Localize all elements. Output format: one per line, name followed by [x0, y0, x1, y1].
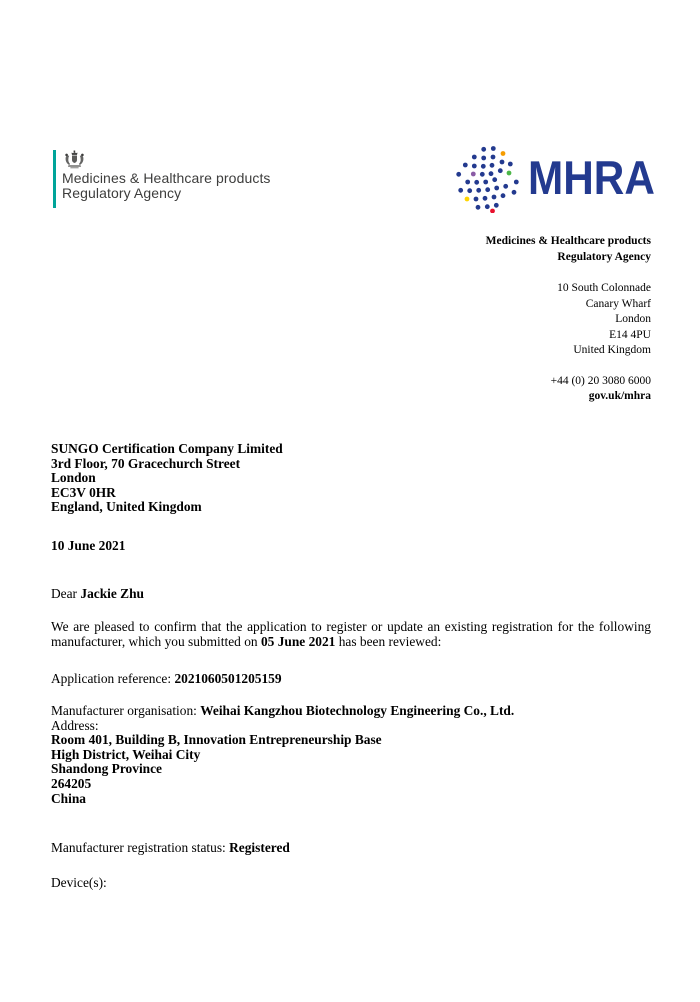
sender-address-line: Canary Wharf: [585, 297, 651, 310]
sender-address-line: London: [615, 313, 651, 325]
sender-org-line2: Regulatory Agency: [557, 250, 651, 263]
manufacturer-address-line: High District, Weihai City: [51, 746, 201, 762]
manufacturer-label: Manufacturer organisation:: [51, 703, 201, 718]
manufacturer-name: Weihai Kangzhou Biotechnology Engineering Co., Ltd.: [200, 703, 515, 718]
gov-logo-line2: Regulatory Agency: [62, 184, 182, 201]
recipient-address-block: [51, 442, 651, 515]
body-paragraph: [51, 619, 651, 649]
royal-crest-icon: [63, 150, 86, 169]
manufacturer-address-line: Room 401, Building B, Innovation Entrepreneurship Base: [51, 732, 382, 748]
manufacturer-block: [51, 704, 651, 806]
mhra-logo: [452, 143, 669, 213]
registration-status-label: Manufacturer registration status:: [51, 840, 230, 855]
sender-org-line1: Medicines & Healthcare products: [485, 235, 651, 247]
application-reference-label: Application reference:: [51, 671, 175, 686]
sender-address-line: E14 4PU: [609, 328, 651, 341]
application-reference-value: 2021060501205159: [174, 671, 282, 686]
recipient-line: England, United Kingdom: [51, 499, 202, 515]
teal-bar: [53, 150, 56, 208]
salutation-prefix: Dear: [51, 586, 81, 601]
address-label: Address:: [51, 717, 99, 733]
salutation-name: Jackie Zhu: [80, 586, 144, 601]
application-reference-line: [51, 672, 651, 687]
recipient-line: 3rd Floor, 70 Gracechurch Street: [51, 455, 241, 471]
devices-label: Device(s):: [51, 875, 107, 890]
registration-status-line: [51, 841, 651, 856]
letter-date: 10 June 2021: [51, 538, 126, 553]
gov-logo-line1: Medicines & Healthcare products: [62, 170, 271, 186]
sender-phone: +44 (0) 20 3080 6000: [550, 374, 651, 387]
manufacturer-address-line: Shandong Province: [51, 761, 162, 777]
salutation: [51, 587, 651, 602]
gov-logo: [53, 150, 271, 208]
mhra-wordmark: MHRA: [528, 151, 655, 204]
mhra-dots-icon: [452, 143, 524, 213]
recipient-line: EC3V 0HR: [51, 484, 116, 500]
sender-address-line: United Kingdom: [573, 344, 651, 356]
body-text-after: has been reviewed:: [335, 634, 442, 650]
registration-status-value: Registered: [229, 840, 290, 855]
recipient-line: SUNGO Certification Company Limited: [51, 441, 283, 456]
manufacturer-address-line: 264205: [51, 775, 92, 791]
recipient-line: London: [51, 470, 96, 486]
manufacturer-organisation-line: [51, 704, 651, 719]
sender-website: gov.uk/mhra: [588, 390, 651, 402]
manufacturer-address-line: China: [51, 790, 86, 806]
sender-address-block: [391, 234, 651, 405]
body-text-before: We are pleased to confirm that the application to register or update an existing registration for the following manufacturer, which you submitted on: [51, 619, 651, 650]
submission-date: 05 June 2021: [260, 634, 336, 650]
sender-address-line: 10 South Colonnade: [557, 282, 651, 294]
gov-logo-inner: [62, 150, 271, 208]
